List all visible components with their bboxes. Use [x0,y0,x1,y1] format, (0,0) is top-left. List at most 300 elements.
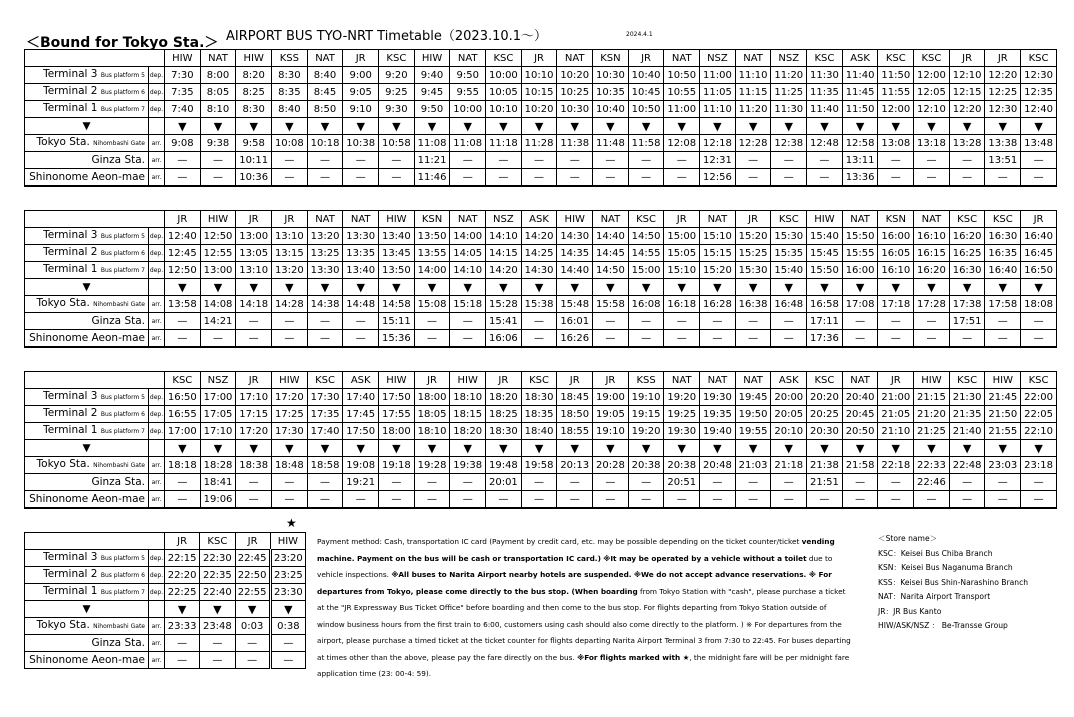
time-cell: — [807,152,843,169]
down-arrow-icon: ▼ [450,279,486,296]
time-cell: 14:08 [200,296,236,313]
time-cell: 10:11 [236,152,272,169]
operator-code: JR [735,211,771,228]
time-cell: 10:38 [343,135,379,152]
stop-row [25,601,306,618]
stop-label [25,567,149,584]
stop-label [25,389,149,406]
time-cell: — [557,491,593,509]
time-cell: 21:00 [878,389,914,406]
time-cell: 19:08 [343,457,379,474]
down-arrow-icon: ▼ [343,440,379,457]
stop-row [25,313,1057,330]
time-cell: 19:30 [700,389,736,406]
time-cell: 17:40 [307,423,343,440]
time-cell: — [1021,152,1057,169]
down-arrow-icon: ▼ [236,118,272,135]
operator-code: NSZ [700,50,736,67]
time-cell: 13:28 [949,135,985,152]
operator-code: NAT [450,211,486,228]
stop-label [25,101,149,118]
time-cell: 13:18 [914,135,950,152]
time-cell: — [914,330,950,348]
time-cell: — [200,652,235,669]
stop-platform: Bus platform 5 [100,555,145,562]
time-cell: 15:15 [700,245,736,262]
stop-name: Ginza Sta. [91,636,145,649]
timetable-block-1 [24,49,1057,187]
time-cell: 10:20 [557,67,593,84]
stop-platform: Bus platform 7 [100,428,145,435]
stop-name: Terminal 3 [43,68,98,80]
down-arrow-icon: ▼ [200,118,236,135]
operator-code: JR [236,372,272,389]
time-cell: 12:31 [700,152,736,169]
time-cell: 18:30 [486,423,522,440]
time-cell: — [165,152,201,169]
time-cell: 18:08 [1021,296,1057,313]
stop-name: Terminal 3 [43,551,98,563]
operator-code: KSC [521,372,557,389]
time-cell: 8:30 [236,101,272,118]
dep-arr-marker: dep. [149,406,165,423]
time-cell: — [914,313,950,330]
down-arrow-icon: ▼ [664,279,700,296]
time-cell: 13:11 [842,152,878,169]
time-cell: 11:08 [414,135,450,152]
time-cell: 16:10 [878,262,914,279]
down-arrow-icon: ▼ [593,440,629,457]
time-cell: 14:50 [593,262,629,279]
note-midnight-fare: , the midnight fare will be per midnight fare application time (23: 00-4: 59). [317,652,850,678]
dep-arr-marker: arr. [149,169,165,187]
time-cell: — [664,152,700,169]
time-cell: — [735,330,771,348]
down-arrow-icon: ▼ [272,440,308,457]
stop-name: Ginza Sta. [91,475,145,488]
time-cell: — [450,313,486,330]
time-cell: 17:08 [842,296,878,313]
time-cell: — [343,313,379,330]
operator-code: JR [236,211,272,228]
store-legend-title: ＜Store name＞ [878,534,938,543]
time-cell: 21:55 [985,423,1021,440]
stop-name: ▼ [82,441,91,454]
time-cell: — [914,169,950,187]
time-cell: — [914,491,950,509]
time-cell: 9:50 [414,101,450,118]
time-cell: 14:45 [593,245,629,262]
time-cell: 14:18 [236,296,272,313]
time-cell: 17:51 [949,313,985,330]
operator-code: JR [486,372,522,389]
time-cell: 11:30 [807,67,843,84]
time-cell: 10:45 [628,84,664,101]
time-cell: — [1021,491,1057,509]
time-cell: 11:05 [700,84,736,101]
time-cell: 10:10 [521,67,557,84]
time-cell: 9:45 [414,84,450,101]
dep-arr-marker: dep. [149,101,165,118]
time-cell: 20:28 [593,457,629,474]
time-cell: — [307,330,343,348]
time-cell: 13:20 [307,228,343,245]
time-cell: 18:58 [307,457,343,474]
time-cell: 7:30 [165,67,201,84]
time-cell: 19:21 [343,474,379,491]
operator-code: KSS [628,372,664,389]
time-cell: 22:48 [949,457,985,474]
time-cell: 18:41 [200,474,236,491]
time-cell: — [1021,474,1057,491]
time-cell: — [949,491,985,509]
down-arrow-icon: ▼ [236,440,272,457]
time-cell: 12:15 [949,84,985,101]
stop-label [25,279,149,296]
note-inspection: due to vehicle inspections. [317,553,833,579]
down-arrow-icon: ▼ [200,279,236,296]
operator-code: NAT [557,50,593,67]
time-cell: — [200,152,236,169]
time-cell: 14:30 [521,262,557,279]
time-cell: 10:30 [593,67,629,84]
stop-name: Ginza Sta. [91,314,145,327]
time-cell: 17:38 [949,296,985,313]
operator-code: NSZ [771,50,807,67]
down-arrow-icon: ▼ [1021,279,1057,296]
time-cell: 18:55 [557,423,593,440]
time-cell: 13:38 [985,135,1021,152]
operator-code: KSC [771,211,807,228]
operator-code: JR [1021,211,1057,228]
operator-code: JR [272,211,308,228]
down-arrow-icon: ▼ [272,118,308,135]
operator-code: HIW [272,372,308,389]
time-cell: 17:05 [200,406,236,423]
revision-date: 2024.4.1 [626,31,653,38]
time-cell: — [343,330,379,348]
time-cell: 20:10 [771,423,807,440]
time-cell: 12:30 [1021,67,1057,84]
stop-label [25,262,149,279]
operator-code: NAT [842,372,878,389]
time-cell: 19:35 [700,406,736,423]
time-cell: 12:20 [949,101,985,118]
stop-row [25,652,306,669]
time-cell: 20:50 [842,423,878,440]
time-cell: 23:48 [200,618,235,635]
time-cell: — [200,635,235,652]
time-cell: — [200,330,236,348]
timetable-title: AIRPORT BUS TYO-NRT Timetable（2023.10.1～） [226,29,548,44]
time-cell: 20:51 [664,474,700,491]
time-cell: — [664,330,700,348]
time-cell: — [628,330,664,348]
down-arrow-icon: ▼ [735,118,771,135]
time-cell: 18:10 [414,423,450,440]
dep-arr-marker: arr. [149,635,165,652]
down-arrow-icon: ▼ [200,601,235,618]
time-cell: 19:50 [735,406,771,423]
time-cell: — [486,169,522,187]
down-arrow-icon: ▼ [914,440,950,457]
time-cell: 10:00 [486,67,522,84]
stop-name: Terminal 1 [43,585,98,597]
stop-label [25,228,149,245]
stop-label [25,406,149,423]
down-arrow-icon: ▼ [628,279,664,296]
stop-row [25,262,1057,279]
time-cell: 17:00 [165,423,201,440]
time-cell: 13:36 [842,169,878,187]
header-blank [25,533,165,550]
time-cell: 10:50 [664,67,700,84]
down-arrow-icon: ▼ [700,118,736,135]
store-legend-item: JR：JR Bus Kanto [878,606,942,616]
timetable-block-3 [24,371,1057,509]
stop-name: Shinonome Aeon-mae [29,492,145,505]
time-cell: 8:00 [200,67,236,84]
time-cell: — [272,474,308,491]
operator-code: JR [985,50,1021,67]
time-cell: 23:18 [1021,457,1057,474]
operator-code: NAT [735,372,771,389]
time-cell: 15:55 [842,245,878,262]
stop-name: Tokyo Sta. [36,458,90,470]
down-arrow-icon: ▼ [414,118,450,135]
timetable-block-2 [24,210,1057,348]
time-cell: 8:25 [236,84,272,101]
time-cell: 16:05 [878,245,914,262]
stop-row [25,101,1057,118]
time-cell: 9:00 [343,67,379,84]
down-arrow-icon: ▼ [949,118,985,135]
down-arrow-icon: ▼ [450,440,486,457]
time-cell: — [628,169,664,187]
time-cell: 22:40 [200,584,235,601]
dep-arr-marker: arr. [149,330,165,348]
time-cell: 11:30 [771,101,807,118]
time-cell: 12:08 [664,135,700,152]
operator-code: ASK [521,211,557,228]
time-cell: 20:25 [807,406,843,423]
down-arrow-icon: ▼ [557,279,593,296]
time-cell: 22:33 [914,457,950,474]
stop-platform: Nihombashi Gate [93,623,145,630]
time-cell: — [272,152,308,169]
time-cell: — [878,169,914,187]
time-cell: — [165,330,201,348]
time-cell: 16:50 [165,389,201,406]
operator-code: HIW [914,372,950,389]
operator-code: KSS [272,50,308,67]
time-cell: 21:18 [771,457,807,474]
time-cell: 22:20 [165,567,200,584]
note-no-reservations: ※We do not accept advance reservations. ※ For departures from Tokyo, please come directly to the bus stop. (When boarding [317,570,832,596]
note-hotels-suspended: ※All buses to Narita Airport nearby hotels are suspended. [391,570,632,579]
time-cell: — [450,152,486,169]
stop-row [25,135,1057,152]
time-cell: — [807,491,843,509]
operator-row [25,211,1057,228]
time-cell: 17:55 [379,406,415,423]
time-cell: 16:00 [842,262,878,279]
time-cell: — [771,313,807,330]
time-cell: 15:38 [521,296,557,313]
down-arrow-icon: ▼ [949,440,985,457]
down-arrow-icon: ▼ [771,118,807,135]
operator-code: JR [165,533,200,550]
dep-arr-marker: arr. [149,313,165,330]
stop-label [25,135,149,152]
stop-label [25,652,149,669]
stop-row [25,584,306,601]
time-cell: — [700,330,736,348]
time-cell: — [521,330,557,348]
dep-arr-marker: dep. [149,567,165,584]
time-cell: 19:38 [450,457,486,474]
time-cell: — [1021,169,1057,187]
dep-arr-marker [149,279,165,296]
down-arrow-icon: ▼ [842,440,878,457]
time-cell: — [593,152,629,169]
time-cell: — [521,169,557,187]
time-cell: — [307,313,343,330]
down-arrow-icon: ▼ [165,440,201,457]
time-cell: 20:40 [842,389,878,406]
down-arrow-icon: ▼ [270,601,305,618]
time-cell: — [628,491,664,509]
time-cell: 8:40 [307,67,343,84]
down-arrow-icon: ▼ [842,118,878,135]
operator-code: NAT [200,50,236,67]
time-cell: 18:00 [414,389,450,406]
time-cell: 16:48 [771,296,807,313]
dep-arr-marker: arr. [149,296,165,313]
time-cell: 21:51 [807,474,843,491]
time-cell: 11:00 [664,101,700,118]
time-cell: 21:03 [735,457,771,474]
time-cell: 16:08 [628,296,664,313]
time-cell: 13:40 [343,262,379,279]
dep-arr-marker [149,601,165,618]
operator-code: JR [628,50,664,67]
stop-row [25,84,1057,101]
time-cell: 23:25 [270,567,305,584]
time-cell: 18:50 [557,406,593,423]
down-arrow-icon: ▼ [700,279,736,296]
time-cell: 18:05 [414,406,450,423]
dep-arr-marker: dep. [149,84,165,101]
time-cell: 10:58 [379,135,415,152]
stop-label [25,313,149,330]
time-cell: — [878,474,914,491]
stop-name: Tokyo Sta. [36,619,90,631]
time-cell: 14:00 [450,228,486,245]
time-cell: 8:30 [272,67,308,84]
time-cell: 22:55 [235,584,270,601]
time-cell: 13:50 [414,228,450,245]
time-cell: 17:58 [985,296,1021,313]
down-arrow-icon: ▼ [878,440,914,457]
time-cell: 11:20 [735,101,771,118]
time-cell: 12:45 [165,245,201,262]
operator-code: KSC [307,372,343,389]
time-cell: 8:10 [200,101,236,118]
time-cell: 18:10 [450,389,486,406]
timetable-block-4 [24,532,306,669]
stop-name: Terminal 3 [43,229,98,241]
time-cell: 18:45 [557,389,593,406]
down-arrow-icon: ▼ [414,440,450,457]
stop-row [25,152,1057,169]
time-cell: 16:38 [735,296,771,313]
time-cell: 15:25 [735,245,771,262]
time-cell: 19:40 [700,423,736,440]
operator-code: HIW [414,50,450,67]
time-cell: — [450,169,486,187]
stop-name: Terminal 1 [43,102,98,114]
time-cell: 11:25 [771,84,807,101]
dep-arr-marker: dep. [149,228,165,245]
time-cell: 9:58 [236,135,272,152]
time-cell: 16:40 [1021,228,1057,245]
time-cell: — [700,313,736,330]
down-arrow-icon: ▼ [735,440,771,457]
operator-code: JR [878,372,914,389]
stop-label [25,296,149,313]
operator-code: KSC [807,372,843,389]
operator-code: KSC [878,50,914,67]
time-cell: — [807,169,843,187]
time-cell: — [486,491,522,509]
operator-code: NAT [664,372,700,389]
stop-label [25,330,149,348]
time-cell: 10:15 [521,84,557,101]
time-cell: 12:48 [807,135,843,152]
operator-code: JR [343,50,379,67]
time-cell: 19:10 [593,423,629,440]
time-cell: 23:20 [270,550,305,567]
down-arrow-icon: ▼ [593,279,629,296]
down-arrow-icon: ▼ [807,279,843,296]
time-cell: 17:50 [379,389,415,406]
stop-row [25,330,1057,348]
time-cell: — [165,313,201,330]
dep-arr-marker: arr. [149,618,165,635]
time-cell: 16:06 [486,330,522,348]
time-cell: 12:10 [949,67,985,84]
time-cell: 0:03 [235,618,270,635]
time-cell: 13:08 [878,135,914,152]
time-cell: — [379,491,415,509]
stop-row [25,296,1057,313]
stop-platform: Bus platform 5 [100,72,145,79]
down-arrow-icon: ▼ [486,440,522,457]
time-cell: — [664,169,700,187]
stop-platform: Nihombashi Gate [93,140,145,147]
time-cell: 11:50 [842,101,878,118]
time-cell: — [842,330,878,348]
stop-platform: Bus platform 7 [100,267,145,274]
time-cell: 18:38 [236,457,272,474]
down-arrow-icon: ▼ [878,118,914,135]
operator-code: JR [165,211,201,228]
time-cell: 15:20 [735,228,771,245]
stop-name: Shinonome Aeon-mae [29,170,145,183]
time-cell: — [700,491,736,509]
stop-label [25,550,149,567]
